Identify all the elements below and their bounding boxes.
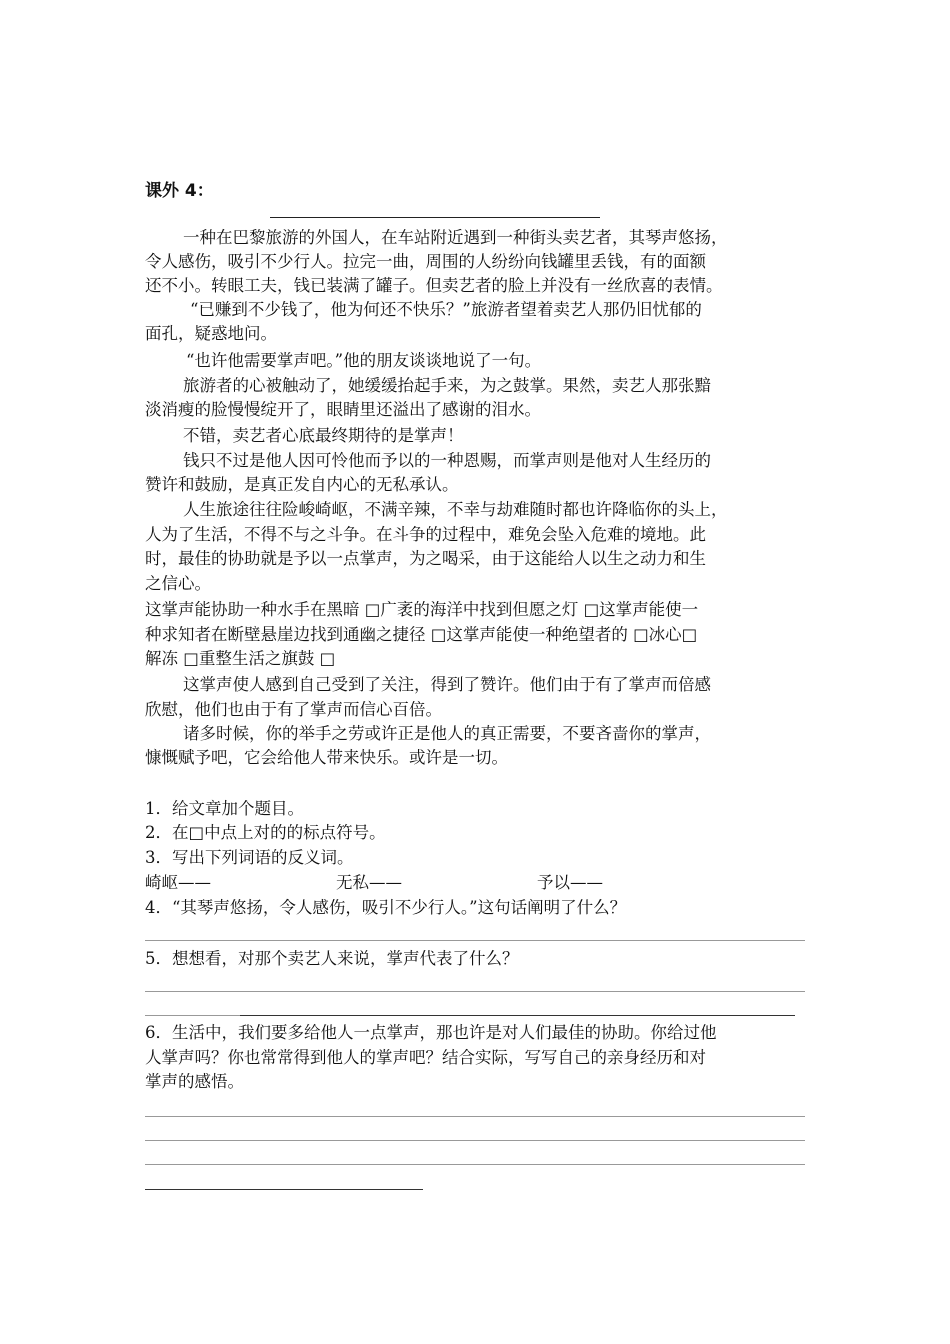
passage-line: 人为了生活，不得不与之斗争。在斗争的过程中，难免会坠入危难的境地。此: [145, 525, 706, 544]
question-1: 1．给文章加个题目。: [145, 799, 304, 818]
answer-line-q6[interactable]: [145, 1116, 805, 1117]
passage-line: 欣慰，他们也由于有了掌声而信心百倍。: [145, 700, 442, 719]
answer-line-q5[interactable]: [145, 991, 805, 992]
answer-line-q6[interactable]: [145, 1140, 805, 1141]
passage-line: 令人感伤，吸引不少行人。拉完一曲，周围的人纷纷向钱罐里丢钱，有的面额: [145, 252, 706, 271]
passage-line: 还不小。转眼工夫，钱已装满了罐子。但卖艺者的脸上并没有一丝欣喜的表情。: [145, 276, 723, 295]
answer-line-q5[interactable]: [240, 1015, 795, 1016]
passage-line: 慷慨赋予吧，它会给他人带来快乐。或许是一切。: [145, 748, 508, 767]
question-6: 人掌声吗？你也常常得到他人的掌声吧？结合实际，写写自己的亲身经历和对: [145, 1048, 706, 1067]
passage-line: “已赚到不少钱了，他为何还不快乐？”旅游者望着卖艺人那仍旧忧郁的: [190, 300, 702, 319]
answer-line-q6[interactable]: [145, 1164, 805, 1165]
question-4: 4．“其琴声悠扬，令人感伤，吸引不少行人。”这句话阐明了什么？: [145, 898, 627, 917]
question-5: 5．想想看，对那个卖艺人来说，掌声代表了什么？: [145, 949, 519, 968]
passage-line: 这掌声能协助一种水手在黑暗 □广袤的海洋中找到但愿之灯 □这掌声能使一: [145, 600, 699, 619]
question-3: 3．写出下列词语的反义词。: [145, 848, 354, 867]
passage-line: 种求知者在断壁悬崖边找到通幽之捷径 □这掌声能使一种绝望者的 □冰心□: [145, 625, 698, 644]
question-2: 2．在□中点上对的的标点符号。: [145, 823, 386, 842]
passage-line: 面孔，疑惑地问。: [145, 324, 277, 343]
passage-line: 诸多时候，你的举手之劳或许正是他人的真正需要，不要吝啬你的掌声，: [183, 724, 711, 743]
question-6: 掌声的感悟。: [145, 1072, 244, 1091]
passage-line: “也许他需要掌声吧。”他的朋友谈谈地说了一句。: [186, 351, 542, 370]
passage-line: 这掌声使人感到自己受到了关注，得到了赞许。他们由于有了掌声而倍感: [183, 675, 711, 694]
answer-line-q6[interactable]: [145, 1189, 423, 1190]
passage-line: 时，最佳的协助就是予以一点掌声，为之喝采，由于这能给人以生之动力和生: [145, 549, 706, 568]
passage-line: 一种在巴黎旅游的外国人，在车站附近遇到一种街头卖艺者，其琴声悠扬，: [183, 228, 728, 247]
passage-line: 淡消瘦的脸慢慢绽开了，眼睛里还溢出了感谢的泪水。: [145, 400, 541, 419]
title-blank-line: [270, 217, 600, 218]
passage-line: 钱只不过是他人因可怜他而予以的一种恩赐，而掌声则是他对人生经历的: [183, 451, 711, 470]
passage-line: 解冻 □重整生活之旗鼓 □: [145, 649, 336, 668]
question-6: 6．生活中，我们要多给他人一点掌声，那也许是对人们最佳的协助。你给过他: [145, 1023, 717, 1042]
passage-line: 之信心。: [145, 574, 211, 593]
answer-line-q4[interactable]: [145, 940, 805, 941]
exercise-heading: 课外 4：: [145, 181, 214, 201]
answer-line-q5[interactable]: [145, 1015, 240, 1016]
antonym-word: 予以——: [537, 873, 603, 892]
passage-line: 赞许和鼓励，是真正发自内心的无私承认。: [145, 475, 459, 494]
passage-line: 旅游者的心被触动了，她缓缓抬起手来，为之鼓掌。果然，卖艺人那张黯: [183, 376, 711, 395]
passage-line: 人生旅途往往险峻崎岖，不满辛辣，不幸与劫难随时都也许降临你的头上，: [183, 500, 728, 519]
antonym-word: 无私——: [336, 873, 402, 892]
antonym-word: 崎岖——: [145, 873, 211, 892]
passage-line: 不错，卖艺者心底最终期待的是掌声！: [183, 426, 464, 445]
